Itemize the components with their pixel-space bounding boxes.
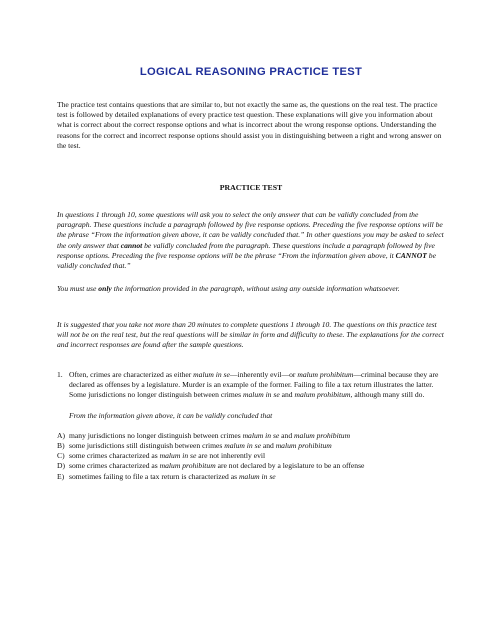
option-c[interactable]	[57, 451, 445, 461]
question-lead: From the information given above, it can be validly concluded that	[69, 410, 273, 420]
option-d[interactable]	[57, 461, 445, 471]
question-stem: Often, crimes are characterized as either malum in se—inherently evil—or malum prohibitum—criminal because they are declared as offenses by a legislature. Murder is an example of the former. Failing to file a tax return illustrates the latter. Some jurisdictions no longer distinguish between crimes malum in se and malum prohibitum, although many still do.	[69, 370, 439, 400]
option-e[interactable]	[57, 472, 445, 482]
intro-paragraph: The practice test contains questions that are similar to, but not exactly the same as, the questions on the real test. The practice test is followed by detailed explanations of every practice test question. These explanations will give you information about what is correct about the correct response options and what is incorrect about the wrong response options. Understanding the reasons for the correct and incorrect response options should assist you in distinguishing between a right and wrong answer on the test.	[57, 100, 442, 150]
option-text: some crimes characterized as malum in se are not inherently evil	[69, 451, 266, 461]
option-text: many jurisdictions no longer distinguish between crimes malum in se and malum prohibitum	[69, 430, 351, 440]
page-title: LOGICAL REASONING PRACTICE TEST	[139, 66, 363, 78]
option-letter: B)	[57, 441, 65, 451]
option-letter: A)	[57, 430, 66, 440]
option-letter: C)	[57, 451, 65, 461]
option-a[interactable]	[57, 431, 445, 441]
instructions-paragraph-1: In questions 1 through 10, some questions will ask you to select the only answer that can be validly concluded from the paragraph. These questions include a paragraph followed by five response options. Preceding the five response options will be the phrase “From the information given above, it can be validly concluded that.” In other questions you may be asked to select the only answer that cannot be validly concluded from the paragraph. These questions include a paragraph followed by five response options. Preceding the five response options will be the phrase “From the information given above, it CANNOT be validly concluded that.”	[57, 210, 444, 271]
question-1	[57, 370, 445, 482]
section-heading: PRACTICE TEST	[219, 183, 283, 192]
option-text: some jurisdictions still distinguish between crimes malum in se and malum prohibitum	[69, 441, 332, 451]
option-text: sometimes failing to file a tax return is characterized as malum in se	[69, 471, 276, 481]
instructions-paragraph-2: You must use only the information provided in the paragraph, without using any outside information whatsoever.	[57, 284, 400, 293]
instructions-paragraph-3: It is suggested that you take not more than 20 minutes to complete questions 1 through 10. The questions on this practice test will not be on the real test, but the real questions will be similar in form and difficulty to these. The explanations for the correct and incorrect responses are found after the sample questions.	[57, 320, 444, 350]
option-letter: E)	[57, 471, 65, 481]
answer-options	[57, 431, 445, 482]
question-number: 1.	[57, 370, 63, 379]
option-text: some crimes characterized as malum prohibitum are not declared by a legislature to be an offense	[69, 461, 365, 471]
option-letter: D)	[57, 461, 66, 471]
option-b[interactable]	[57, 441, 445, 451]
